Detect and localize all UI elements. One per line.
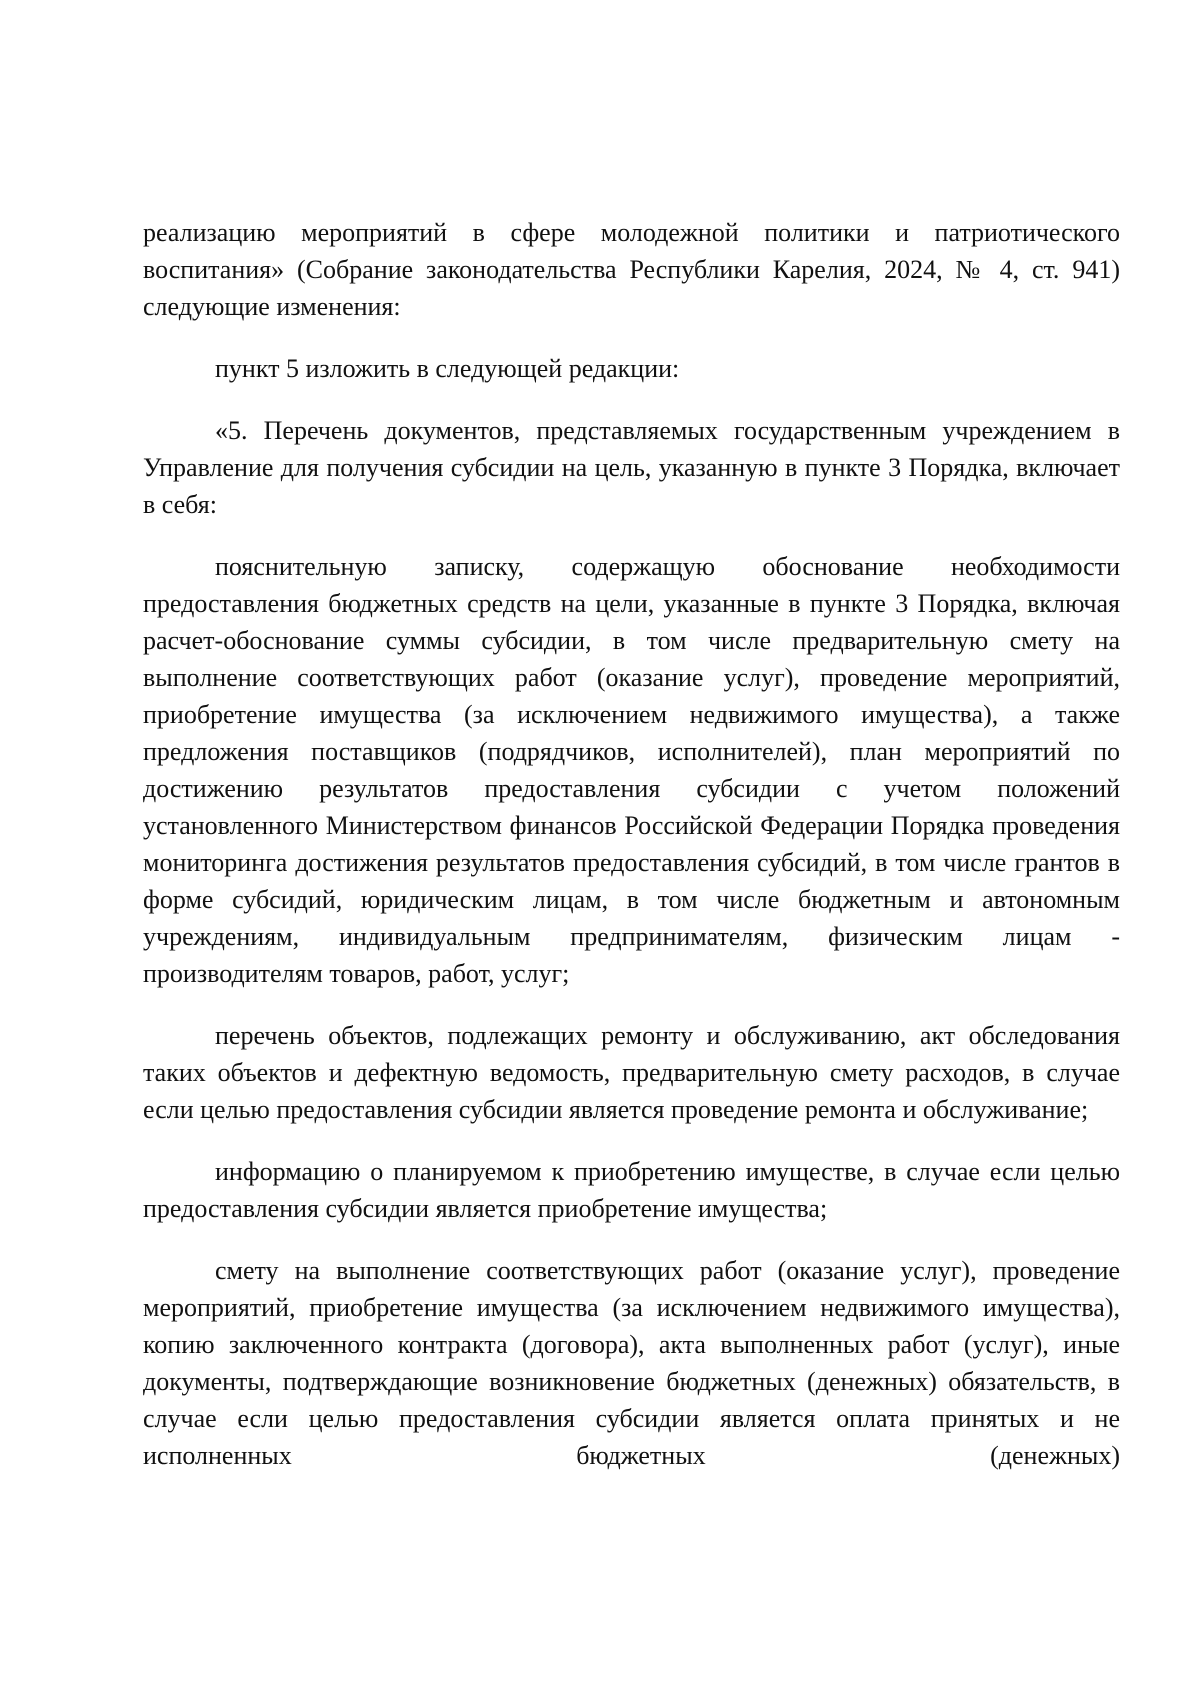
document-body bbox=[143, 214, 1120, 1474]
paragraph-amendment-intro: пункт 5 изложить в следующей редакции: bbox=[215, 354, 680, 383]
paragraph-estimate: смету на выполнение соответствующих работ (оказание услуг), проведение мероприятий, приобретение имущества (за исключением недвижимого имущества), копию заключенного контракта (договора), акта выполненных работ (услуг), иные документы, подтверждающие возникновение бюджетных (денежных) обязательств, в случае если целью предоставления субсидии является оплата принятых и не исполненных бюджетных (денежных) bbox=[143, 1256, 1120, 1470]
paragraph-objects-list: перечень объектов, подлежащих ремонту и обслуживанию, акт обследования таких объектов и дефектную ведомость, предварительную смету расходов, в случае если целью предоставления субсидии является проведение ремонта и обслуживание; bbox=[143, 1021, 1120, 1124]
paragraph-item-5: «5. Перечень документов, представляемых государственным учреждением в Управление для получения субсидии на цель, указанную в пункте 3 Порядка, включает в себя: bbox=[143, 416, 1120, 519]
paragraph-continuation: реализацию мероприятий в сфере молодежной политики и патриотического воспитания» (Собрание законодательства Республики Карелия, 2024, № 4, ст. 941) следующие изменения: bbox=[143, 218, 1120, 321]
paragraph-property-info: информацию о планируемом к приобретению имуществе, в случае если целью предоставления субсидии является приобретение имущества; bbox=[143, 1157, 1120, 1223]
paragraph-explanatory-note: пояснительную записку, содержащую обоснование необходимости предоставления бюджетных средств на цели, указанные в пункте 3 Порядка, включая расчет-обоснование суммы субсидии, в том числе предварительную смету на выполнение соответствующих работ (оказание услуг), проведение мероприятий, приобретение имущества (за исключением недвижимого имущества), а также предложения поставщиков (подрядчиков, исполнителей), план мероприятий по достижению результатов предоставления субсидии с учетом положений установленного Министерством финансов Российской Федерации Порядка проведения мониторинга достижения результатов предоставления субсидий, в том числе грантов в форме субсидий, юридическим лицам, в том числе бюджетным и автономным учреждениям, индивидуальным предпринимателям, физическим лицам - производителям товаров, работ, услуг; bbox=[143, 552, 1120, 988]
